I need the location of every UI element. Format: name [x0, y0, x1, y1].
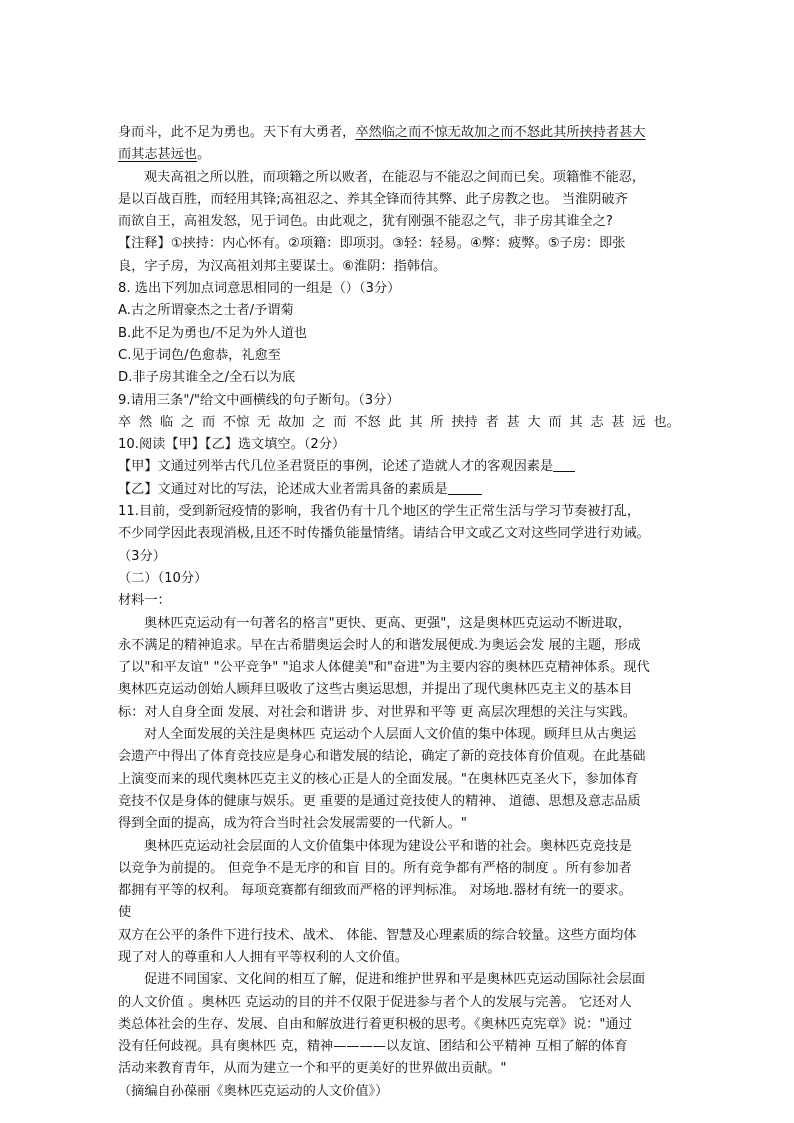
sentence-char: 其: [569, 414, 583, 430]
material-line: 使: [118, 905, 132, 921]
sentence-char: 之: [312, 414, 326, 430]
sentence-char: 不怒: [354, 414, 381, 430]
sentence-char: 无: [257, 414, 271, 430]
option-a: A.古之所谓豪杰之士者/予谓菊: [118, 303, 294, 319]
answer-blank[interactable]: [448, 480, 482, 495]
question-11: 不少同学因此表现消极,且还不时传播负能量情绪。请结合甲文或乙文对这些同学进行劝诫。: [118, 526, 650, 542]
sentence-char: 甚: [506, 414, 520, 430]
sentence-char: 而: [201, 414, 216, 430]
sentence-to-punctuate: [118, 412, 680, 434]
source-citation: （摘编自孙葆丽《奥林匹克运动的人文价值》）: [118, 1083, 389, 1099]
sentence-char: 之: [180, 414, 195, 430]
question-11-score: （3分）: [118, 548, 166, 564]
material-label: 材料一：: [118, 593, 171, 609]
underlined-sentence: 卒然临之而不惊无故加之而不怒此其所挟持者甚大: [355, 125, 646, 140]
material-line: 的人文价值 。奥林匹 克运动的目的并不仅限于促进参与者个人的发展与完善。 它还对人: [118, 994, 632, 1010]
question-10: 10.阅读【甲】【乙】选文填空。（2分）: [118, 437, 346, 453]
sentence-char: 故加: [278, 414, 305, 430]
option-d: D.非子房其谁全之/全石以为底: [118, 370, 296, 386]
material-line: 现了对人的尊重和人人拥有平等权利的人文价值。: [118, 949, 409, 965]
material-line: 都拥有平等的权利。 每项竞赛都有细致而严格的评判标准。 对场地.器材有统一的要求。: [118, 883, 632, 899]
underlined-sentence-end: 而其志甚远也: [118, 147, 198, 163]
sentence-char: 临: [159, 414, 174, 430]
sentence-char: 而: [333, 414, 347, 430]
sentence-char: 而: [548, 414, 562, 430]
material-line: 类总体社会的生存、发展、自由和解放进行着更积极的思考。《奥林匹克宪章》说："通过: [118, 1016, 632, 1032]
document-page: [118, 122, 680, 1103]
question-10-yi: 【乙】文通过对比的写法，论述成大业者需具备的素质是: [118, 479, 680, 501]
section-heading: （二）（10分）: [118, 570, 208, 586]
passage-line: 观夫高祖之所以胜，而项籍之所以败者，在能忍与不能忍之间而已矣。项籍惟不能忍，: [144, 169, 646, 185]
passage-line: 是以百战百胜，而轻用其锋;高祖忍之、养其全锋而待其弊、此子房教之也。 当淮阴破齐: [118, 191, 628, 207]
sentence-char: 然: [138, 414, 153, 430]
material-line: 奥林匹克运动有一句著名的格言"更快、更高、更强"，这是奥林匹克运动不断进取，: [144, 615, 631, 631]
material-line: 永不满足的精神追求。早在古希腊奥运会时人的和谐发展便成.为奥运会发 展的主题，形成: [118, 637, 641, 653]
material-line: 奥林匹克运动社会层面的人文价值集中体现为建设公平和谐的社会。奥林匹克竞技是: [144, 838, 632, 854]
material-line: 对人全面发展的关注是奥林匹 克运动个人层面人文价值的集中体现。顾拜旦从古奥运: [144, 727, 637, 743]
material-line: 上演变而来的现代奥林匹克主义的核心正是人的全面发展。"在奥林匹克圣火下，参加体育: [118, 771, 639, 787]
material-line: 没有任何歧视。具有奥林匹 克，精神————以友谊、团结和公平精神 互相了解的体育: [118, 1039, 628, 1055]
sentence-char: 所: [430, 414, 444, 430]
question-11: 11.目前，受到新冠疫情的影响，我省仍有十几个地区的学生正常生活与学习节奏被打乱，: [118, 504, 641, 520]
material-line: 了以"和平友谊" "公平竞争" "追求人体健美"和"奋进"为主要内容的奥林匹克精神体系。现代: [118, 660, 650, 676]
question-9: 9.请用三条"/"给文中画横线的句子断句。（3分）: [118, 392, 400, 408]
question-10-jia: 【甲】文通过列举古代几位圣君贤臣的事例，论述了造就人才的客观因素是: [118, 456, 680, 478]
sentence-char: 志: [590, 414, 604, 430]
material-line: 会遗产中得出了体育竞技应是身心和谐发展的结论，确定了新的竞技体育价值观。在此基础: [118, 749, 646, 765]
material-line: 得到全面的提高，成为符合当时社会发展需要的一代新人。": [118, 816, 467, 832]
material-line: 标：对人自身全面 发展、对社会和谐讲 步、对世界和平等 更 高层次理想的关注与实践。: [118, 704, 636, 720]
material-line: 以竞争为前提的。 但竞争不是无序的和盲 目的。所有竞争都有严格的制度 。所有参加者: [118, 860, 632, 876]
sentence-char: 卒: [118, 414, 132, 430]
sentence-char: 远: [632, 414, 646, 430]
option-c: C.见于词色/色愈恭，礼愈至: [118, 347, 281, 363]
sentence-char: 此: [388, 414, 402, 430]
material-line: 活动来教育青年，从而为建立一个和平的更美好的世界做出贡献。": [118, 1061, 507, 1077]
sentence-char: 挟持: [451, 414, 478, 430]
sentence-char: 者: [485, 414, 499, 430]
sentence-char: 也。: [653, 414, 680, 430]
option-b: B.此不足为勇也/不足为外人道也: [118, 325, 308, 341]
material-line: 双方在公平的条件下进行技术、战术、 体能、智慧及心理素质的综合较量。这些方面均体: [118, 927, 637, 943]
material-line: 奥林匹克运动创始人顾拜旦吸收了这些古奥运思想，并提出了现代奥林匹克主义的基本目: [118, 682, 633, 698]
question-8: 8. 选出下列加点词意思相同的一组是（）（3分）: [118, 281, 401, 297]
answer-blank[interactable]: [553, 457, 575, 472]
sentence-char: 不惊: [222, 414, 250, 430]
passage-line: 身而斗，此不足为勇也。天下有大勇者，卒然临之而不惊无故加之而不怒此其所挟持者甚大: [118, 125, 646, 140]
annotation-line: 良，字子房，为汉高祖刘邦主要谋士。⑥淮阴：指韩信。: [118, 258, 447, 274]
passage-line: 而欲自王，高祖发怒，见于词色。由此观之，犹有刚强不能忍之气，非子房其谁全之?: [118, 214, 613, 230]
passage-line: 而其志甚远也。: [118, 147, 211, 163]
sentence-char: 大: [527, 414, 541, 430]
sentence-char: 甚: [611, 414, 625, 430]
material-line: 竞技不仅是身体的健康与娱乐。更 重要的是通过竞技使人的精神、 道德、思想及意志品质: [118, 793, 641, 809]
material-line: 促进不同国家、文化间的相互了解，促进和维护世界和平是奥林匹克运动国际社会层面: [144, 972, 646, 988]
sentence-char: 其: [409, 414, 423, 430]
annotation-line: 【注释】①挟持：内心怀有。②项籍：即项羽。③轻：轻易。④弊：疲弊。⑤子房：即张: [118, 236, 626, 252]
